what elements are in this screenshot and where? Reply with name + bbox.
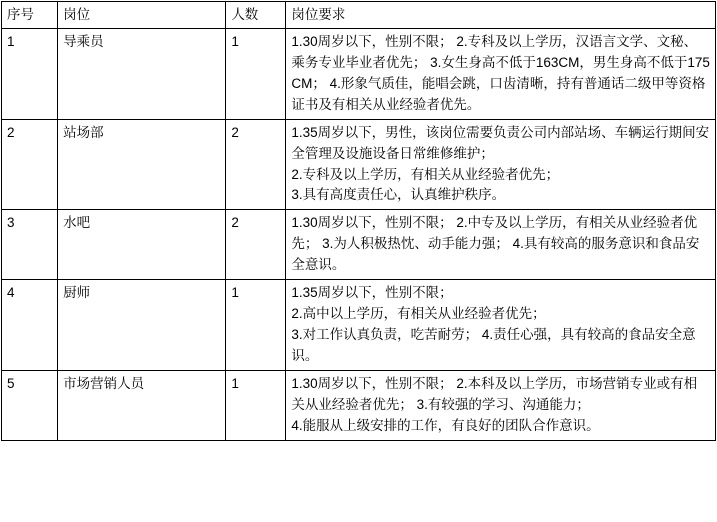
table-row (2, 370, 716, 440)
cell-post: 导乘员 (58, 29, 226, 120)
cell-requirements (286, 280, 716, 371)
column-header-requirements: 岗位要求 (286, 2, 716, 29)
cell-seq: 5 (2, 370, 58, 440)
cell-seq: 2 (2, 119, 58, 210)
requirement-line: 1.30周岁以下，性别不限； 2.中专及以上学历，有相关从业经验者优先； 3.为人积极热忱、动手能力强； 4.具有较高的服务意识和食品安全意识。 (291, 215, 700, 273)
cell-requirements (286, 119, 716, 210)
requirement-line: 2.专科及以上学历，有相关从业经验者优先； (291, 166, 560, 182)
requirement-line: 4.能服从上级安排的工作，有良好的团队合作意识。 (291, 417, 600, 433)
requirement-line: 2.高中以上学历，有相关从业经验者优先； (291, 306, 546, 322)
cell-requirements (286, 29, 716, 120)
requirement-line: 3.具有高度责任心，认真维护秩序。 (291, 187, 506, 203)
requirement-line: 1.35周岁以下，性别不限； (291, 285, 453, 301)
cell-number: 2 (226, 119, 286, 210)
table-body (2, 29, 716, 441)
table-header-row (2, 2, 716, 29)
requirement-line: 1.35周岁以下，男性，该岗位需要负责公司内部站场、车辆运行期间安全管理及设施设备日常维修维护； (291, 124, 710, 161)
column-header-seq: 序号 (2, 2, 58, 29)
cell-seq: 1 (2, 29, 58, 120)
table-row (2, 210, 716, 280)
column-header-number: 人数 (226, 2, 286, 29)
cell-requirements (286, 210, 716, 280)
cell-post: 市场营销人员 (58, 370, 226, 440)
cell-requirements (286, 370, 716, 440)
cell-seq: 3 (2, 210, 58, 280)
table-row (2, 280, 716, 371)
table-header (2, 2, 716, 29)
cell-post: 站场部 (58, 119, 226, 210)
job-requirements-table (1, 1, 716, 441)
cell-seq: 4 (2, 280, 58, 371)
requirement-line: 1.30周岁以下，性别不限； 2.专科及以上学历，汉语言文学、文秘、乘务专业毕业者优先； 3.女生身高不低于163CM，男生身高不低于175CM； 4.形象气质佳，能唱会跳，口齿清晰，持有普通话二级甲等资格证书及有相关从业经验者优先。 (291, 34, 710, 112)
document-sheet (0, 1, 717, 522)
requirement-line: 3.对工作认真负责，吃苦耐劳； 4.责任心强，具有较高的食品安全意识。 (291, 326, 696, 363)
table-row (2, 29, 716, 120)
requirement-line: 1.30周岁以下，性别不限； 2.本科及以上学历，市场营销专业或有相关从业经验者优先； 3.有较强的学习、沟通能力； (291, 375, 698, 412)
cell-number: 1 (226, 370, 286, 440)
table-row (2, 119, 716, 210)
cell-post: 厨师 (58, 280, 226, 371)
cell-number: 1 (226, 29, 286, 120)
cell-number: 1 (226, 280, 286, 371)
column-header-post: 岗位 (58, 2, 226, 29)
cell-number: 2 (226, 210, 286, 280)
cell-post: 水吧 (58, 210, 226, 280)
